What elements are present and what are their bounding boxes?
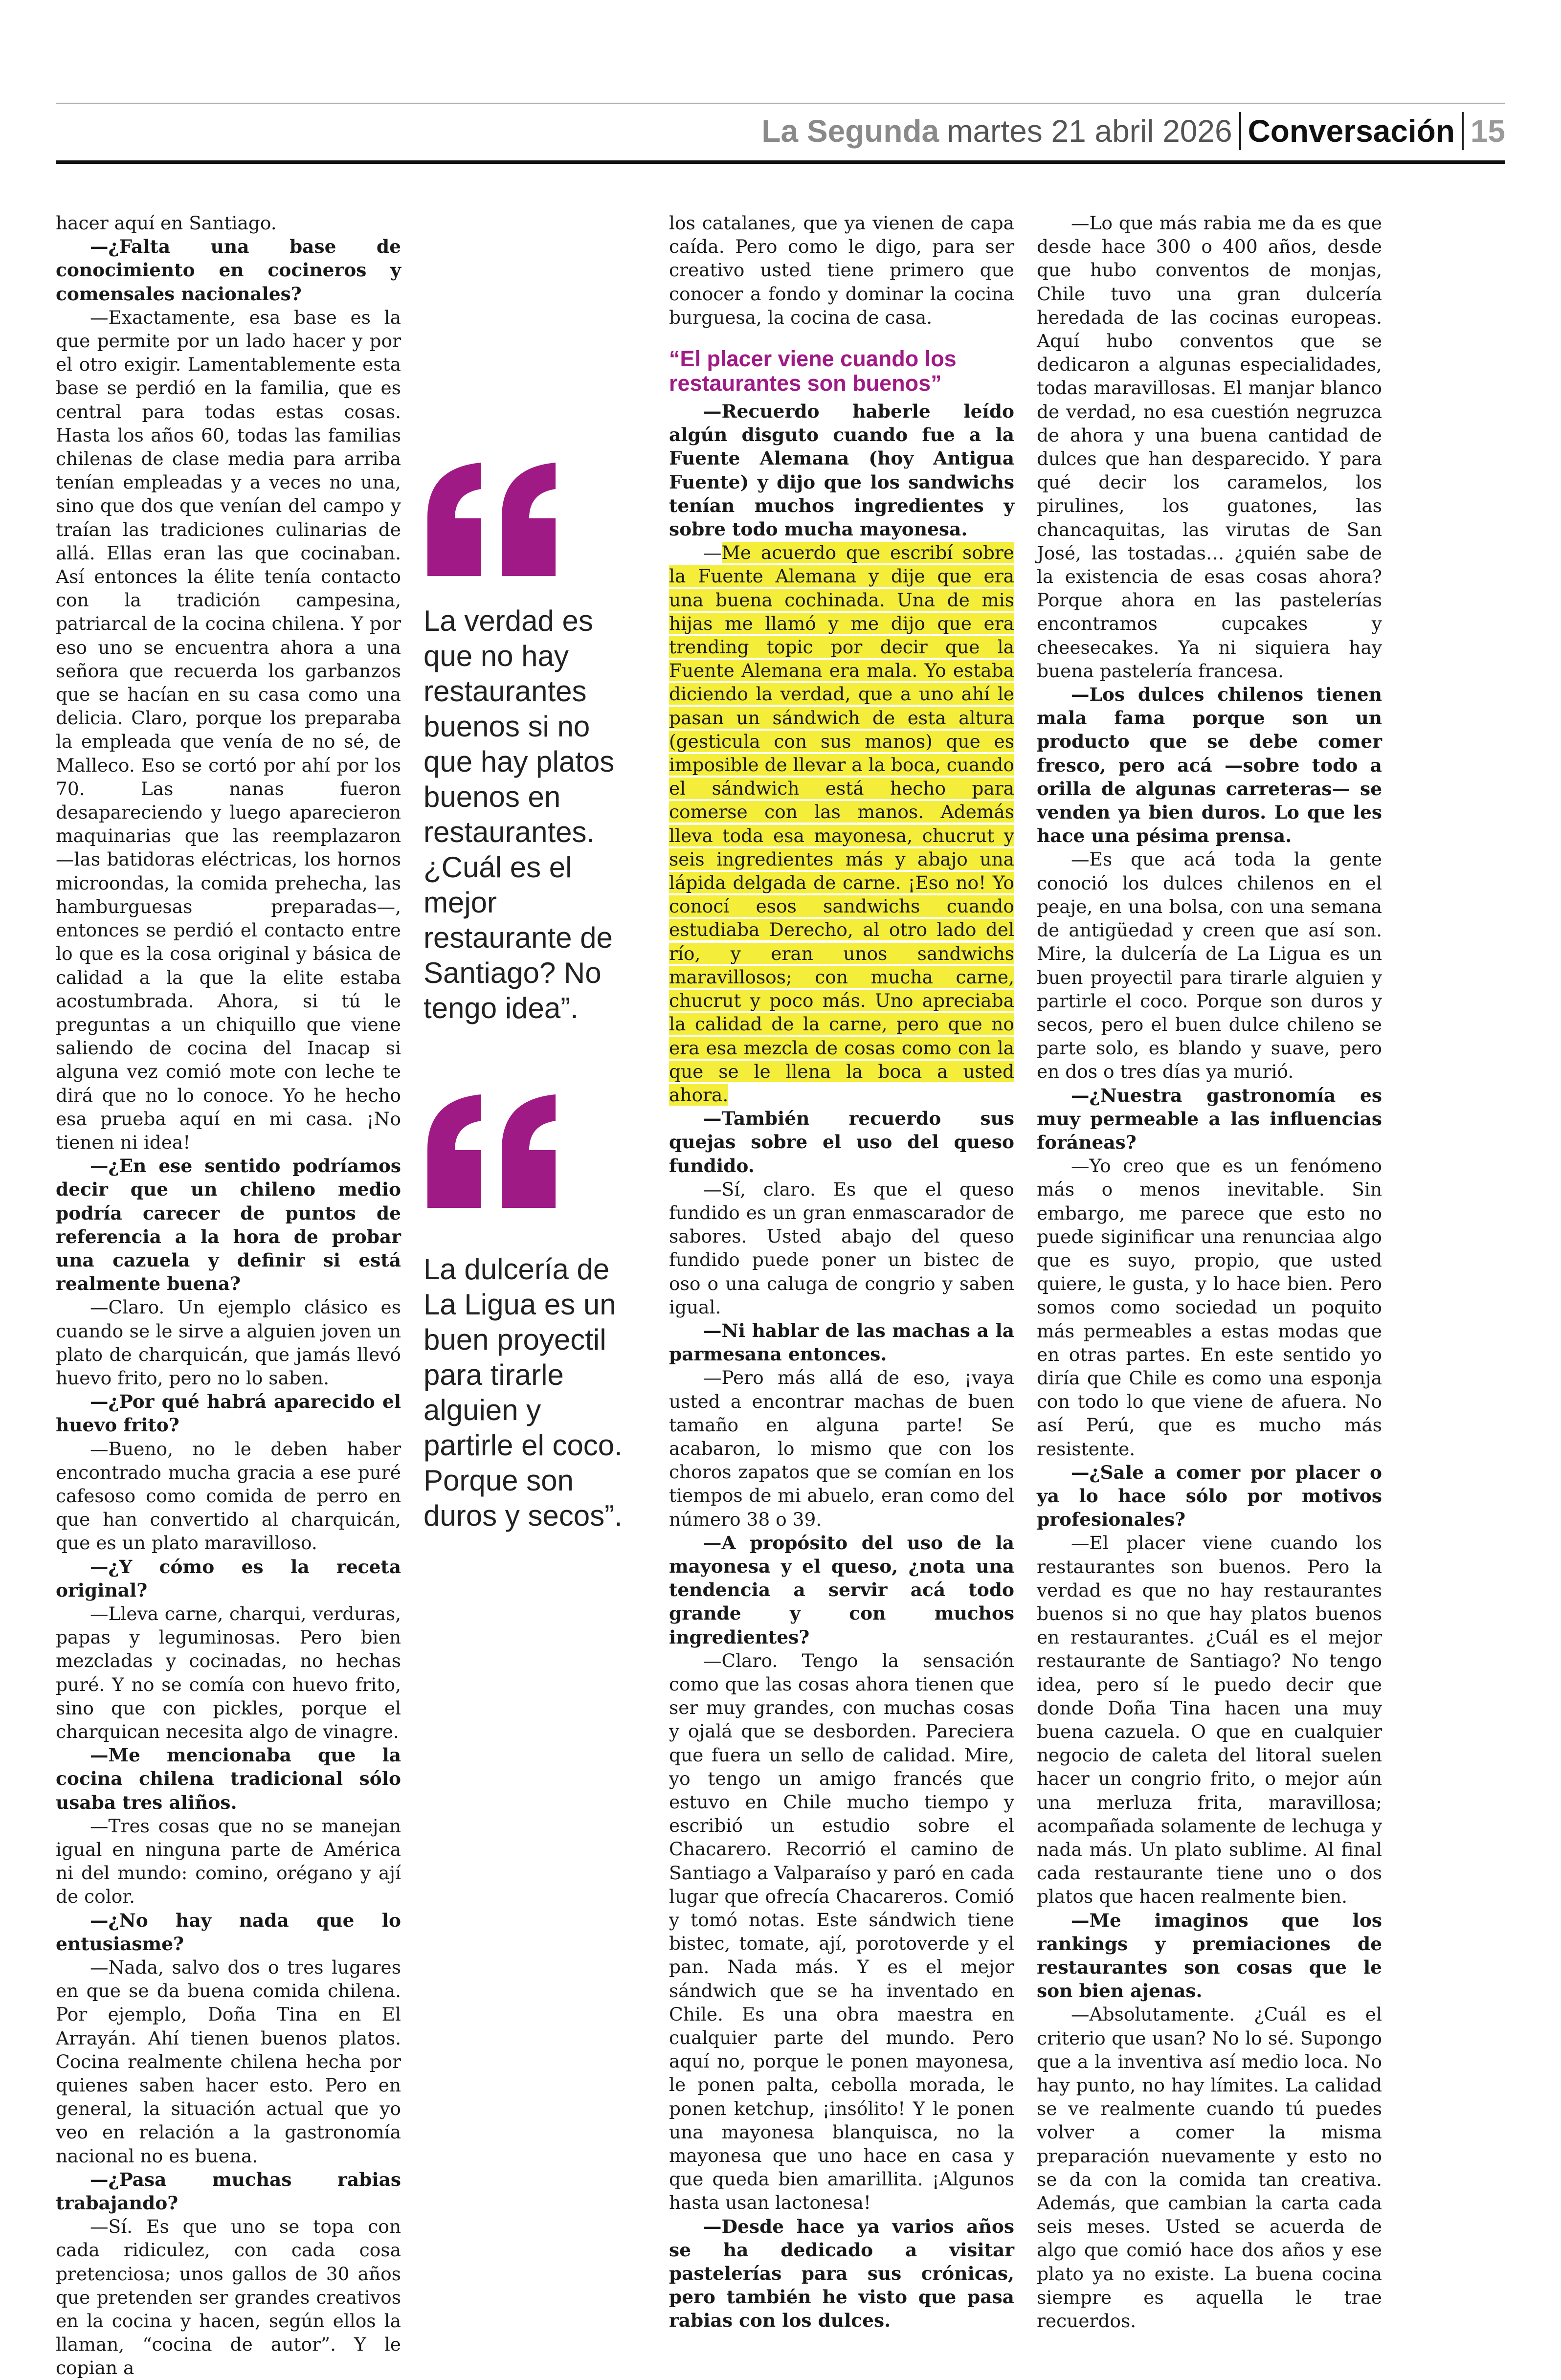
masthead [761,109,1505,154]
interview-answer: —Tres cosas que no se manejan igual en ninguna parte de América ni del mundo: comino, orégano y ají de color. [56,1815,401,1908]
interview-question: —¿Sale a comer por placer o ya lo hace sólo por motivos profesionales? [1037,1461,1382,1531]
interview-answer: —Es que acá toda la gente conoció los dulces chilenos en el peaje, en una bolsa, con una semana de antigüedad y creen que así son. Mire, la dulcería de La Ligua es un buen proyectil para tirarle alguien y partirle el coco. Porque son duros y secos, pero el buen dulce chileno se parte solo, es blando y suave, pero en dos o tres días ya murió. [1037,848,1382,1083]
interview-answer: —Pero más allá de eso, ¡vaya usted a encontrar machas de buen tamaño en alguna parte! Se acabaron, lo mismo que con los choros zapatos que se comían en los tiempos de mi abuelo, eran como del número 38 o 39. [669,1367,1014,1530]
interview-answer: —Bueno, no le deben haber encontrado mucha gracia a ese puré cafesoso como comida de perro en que han convertido al charquicán, que es un plato maravilloso. [56,1438,401,1554]
interview-answer: —Sí, claro. Es que el queso fundido es un gran enmascarador de sabores. Usted abajo del queso fundido puede poner un bistec de oso o una caluga de congrio y saben igual. [669,1178,1014,1318]
interview-question: —Ni hablar de las machas a la parmesana entonces. [669,1319,1014,1365]
article-column-2 [669,211,1014,2333]
interview-question: —¿Por qué habrá aparecido el huevo frito? [56,1391,401,1436]
interview-answer: —Sí. Es que uno se topa con cada ridiculez, con cada cosa pretenciosa; unos gallos de 30 años que pretenden ser grandes creativos en la cocina y hacen, según ellos la llaman, “cocina de autor”. Y le copian a [56,2216,401,2379]
paragraph: hacer aquí en Santiago. [56,212,277,234]
interview-question: —¿Pasa muchas rabias trabajando? [56,2168,401,2214]
interview-answer: —Nada, salvo dos o tres lugares en que se da buena comida chilena. Por ejemplo, Doña Tina en El Arrayán. Ahí tienen buenos platos. Cocina realmente chilena hecha por quienes saben hacer esto. Pero en general, la situación actual que yo veo en relación a la gastronomía nacional no es buena. [56,1957,401,2167]
interview-question: —¿No hay nada que lo entusiasme? [56,1909,401,1955]
interview-question: —Me imaginos que los rankings y premiaciones de restaurantes son cosas que le son bien ajenas. [1037,1909,1382,2002]
interview-answer: —Yo creo que es un fenómeno más o menos inevitable. Sin embargo, me parece que esto no puede siginificar una renunciaa algo que es suyo, propio, que usted quiere, le gusta, y lo hace bien. Pero somos como sociedad un poquito más permeables a estas modas que en otras partes. En este sentido yo diría que Chile es como una esponja con todo lo que viene de afuera. No así Perú, que es mucho más resistente. [1037,1155,1382,1460]
interview-question: —También recuerdo sus quejas sobre el uso del queso fundido. [669,1108,1014,1177]
newspaper-name: La Segunda [761,113,939,149]
pullquote-1 [424,459,639,1026]
interview-answer: —Lo que más rabia me da es que desde hace 300 o 400 años, desde que hubo conventos de monjas, Chile tuvo una gran dulcería heredada de las cocinas europeas. Aquí hubo conventos que se dedicaron a algunas especialidades, todas maravillosas. El manjar blanco de verdad, no esa cuestión negruzca de ahora y una buena cantidad de dulces que han desparecido. Y para qué decir los caramelos, los pirulines, los guatones, las chancaquitas, las virutas de San José, las tostadas… ¿quién sabe de la existencia de esas cosas ahora? Porque ahora en las pastelerías encontramos cupcakes y cheesecakes. Ya ni siquiera hay buena pastelería francesa. [1037,212,1382,682]
interview-question: —¿Nuestra gastronomía es muy permeable a las influencias foráneas? [1037,1084,1382,1153]
pullquote-text: La verdad es que no hay restaurantes buenos si no que hay platos buenos en restaurantes. ¿Cuál es el mejor restaurante de Santiago? No tengo idea”. [424,604,615,1024]
interview-answer: —Claro. Tengo la sensación como que las cosas ahora tienen que ser muy grandes, con muchas cosas y ojalá que se desborden. Pareciera que fuera un sello de calidad. Mire, yo tengo un amigo francés que estuvo en Chile mucho tiempo y escribió un estudio sobre el Chacarero. Recorrió el camino de Santiago a Valparaíso y paró en cada lugar que ofrecía Chacareros. Comió y tomó notas. Este sándwich tiene bistec, tomate, ají, porotoverde y el pan. Nada más. Y es el mejor sándwich que se ha inventado en Chile. Es una obra maestra en cualquier parte del mundo. Pero aquí no, porque le ponen mayonesa, le ponen palta, cebolla morada, le ponen ketchup, ¡insólito! Y le ponen una mayonesa blanquisca, no la mayonesa que uno hace en casa y que queda bien amarillita. ¡Algunos hasta usan lactonesa! [669,1649,1014,2214]
page-number: 15 [1470,113,1505,149]
interview-answer [669,541,1014,1107]
pullquote-text: La dulcería de La Ligua es un buen proyectil para tirarle alguien y partirle el coco. Porque son duros y secos”. [424,1253,623,1532]
issue-date: martes 21 abril 2026 [947,113,1232,149]
interview-answer: —Exactamente, esa base es la que permite por un lado hacer y por el otro exigir. Lamentablemente esta base se perdió en la familia, que es central para todas estas cosas. Hasta los años 60, todas las familias chilenas de clase media para arriba tenían empleadas y a veces no una, sino que dos que venían del campo y traían las tradiciones culinarias de allá. Ellas eran las que cocinaban. Así entonces la élite tenía contacto con la tradición campesina, patriarcal de la cocina chilena. Y por eso uno se encuentra ahora a una señora que recuerda los garbanzos que se hacían en su casa como una delicia. Claro, porque los preparaba la empleada que venía de no sé, de Malleco. Eso se cortó por ahí por los 70. Las nanas fueron desapareciendo y luego aparecieron maquinarias que las reemplazaron —las batidoras eléctricas, los hornos microondas, la comida prehecha, las hamburguesas preparadas—, entonces se perdió el contacto entre lo que es la cosa original y básica de calidad a la que la elite estaba acostumbrada. Ahora, si tú le preguntas a un chiquillo que viene saliendo de cocina del Inacap si alguna vez comió mote con leche te dirá que no lo conoce. Yo he hecho esa prueba aquí en mi casa. ¡No tienen ni idea! [56,306,401,1153]
interview-answer: —Lleva carne, charqui, verduras, papas y leguminosas. Pero bien mezcladas y cocinadas, no hechas puré. Y no se comía con huevo frito, sino que con pickles, porque el charquican necesita algo de vinagre. [56,1602,401,1742]
interview-question: —Recuerdo haberle leído algún disguto cuando fue a la Fuente Alemana (hoy Antigua Fuente) y dijo que los sandwichs tenían muchos ingredientes y sobre todo mucha mayonesa. [669,400,1014,540]
interview-answer: —Absolutamente. ¿Cuál es el criterio que usan? No lo sé. Supongo que a la inventiva así medio loca. No hay punto, no hay límites. La calidad se ve realmente cuando tú puedes volver a comer la misma preparación nuevamente y esto no se da con la comida tan creativa. Además, que cambian la carta cada seis meses. Usted se acuerda de algo que comió hace dos años y ese plato ya no existe. La buena cocina siempre es aquella le trae recuerdos. [1037,2003,1382,2332]
interview-question: —¿Y cómo es la receta original? [56,1556,401,1601]
interview-question: —Los dulces chilenos tienen mala fama porque son un producto que se debe comer fresco, pero acá —sobre todo a orilla de algunas carreteras— se venden ya bien duros. Lo que les hace una pésima prensa. [1037,684,1382,847]
interview-question: —Me mencionaba que la cocina chilena tradicional sólo usaba tres aliños. [56,1744,401,1813]
interview-question: —Desde hace ya varios años se ha dedicado a visitar pastelerías para sus crónicas, pero también he visto que pasa rabias con los dulces. [669,2215,1014,2332]
subheading: “El placer viene cuando los restaurantes son buenos” [669,346,957,396]
masthead-divider-2 [1462,112,1464,150]
interview-question: —A propósito del uso de la mayonesa y el queso, ¿nota una tendencia a servir acá todo grande y con muchos ingredientes? [669,1532,1014,1648]
dash: — [703,542,722,564]
article-column-1 [56,211,401,2380]
interview-question: —¿En ese sentido podríamos decir que un chileno medio podría carecer de puntos de referencia a la hora de probar una cazuela y definir si está realmente buena? [56,1155,401,1295]
highlighted-text: Me acuerdo que escribí sobre la Fuente Alemana y dije que era una buena cochinada. Una de mis hijas me llamó y me dijo que era trending topic por decir que la Fuente Alemana era mala. Yo estaba diciendo la verdad, que a uno ahí le pasan un sándwich de esta altura (gesticula con sus manos) que es imposible de llevar a la boca, cuando el sándwich está hecho para comerse con las manos. Además lleva toda esa mayonesa, chucrut y seis ingredientes más y abajo una lápida delgada de carne. ¡Eso no! Yo conocí esos sandwichs cuando estudiaba Derecho, al otro lado del río, y eran unos sandwichs maravillosos; con mucha carne, chucrut y poco más. Uno apreciaba la calidad de la carne, pero que no era esa mezcla de cosas como con la que se le llena la boca a usted ahora. [669,542,1014,1106]
interview-answer: —Claro. Un ejemplo clásico es cuando se le sirve a alguien joven un plato de charquicán, que jamás llevó huevo frito, pero no lo saben. [56,1296,401,1389]
interview-question: —¿Falta una base de conocimiento en cocineros y comensales nacionales? [56,236,401,305]
interview-answer: —El placer viene cuando los restaurantes son buenos. Pero la verdad es que no hay restaurantes buenos si no que hay platos buenos en restaurantes. ¿Cuál es el mejor restaurante de Santiago? No tengo idea, pero sí le puedo decir que donde Doña Tina hacen una muy buena cazuela. O que en cualquier negocio de caleta del litoral suelen hacer un congrio frito, o mejor aún una merluza frita, maravillosa; acompañada solamente de lechuga y nada más. Un plato sublime. Al final cada restaurante tiene uno o dos platos que hacen realmente bien. [1037,1532,1382,1908]
pullquote-2 [424,1090,639,1534]
quote-mark-icon [424,459,560,581]
section-name: Conversación [1248,113,1455,149]
paragraph: los catalanes, que ya vienen de capa caída. Pero como le digo, para ser creativo usted tiene primero que conocer a fondo y dominar la cocina burguesa, la cocina de casa. [669,212,1014,328]
masthead-divider [1239,112,1241,150]
header-bottom-rule [56,160,1505,164]
header-top-rule [56,103,1505,104]
quote-mark-icon [424,1090,560,1213]
article-column-3 [1037,211,1382,2333]
